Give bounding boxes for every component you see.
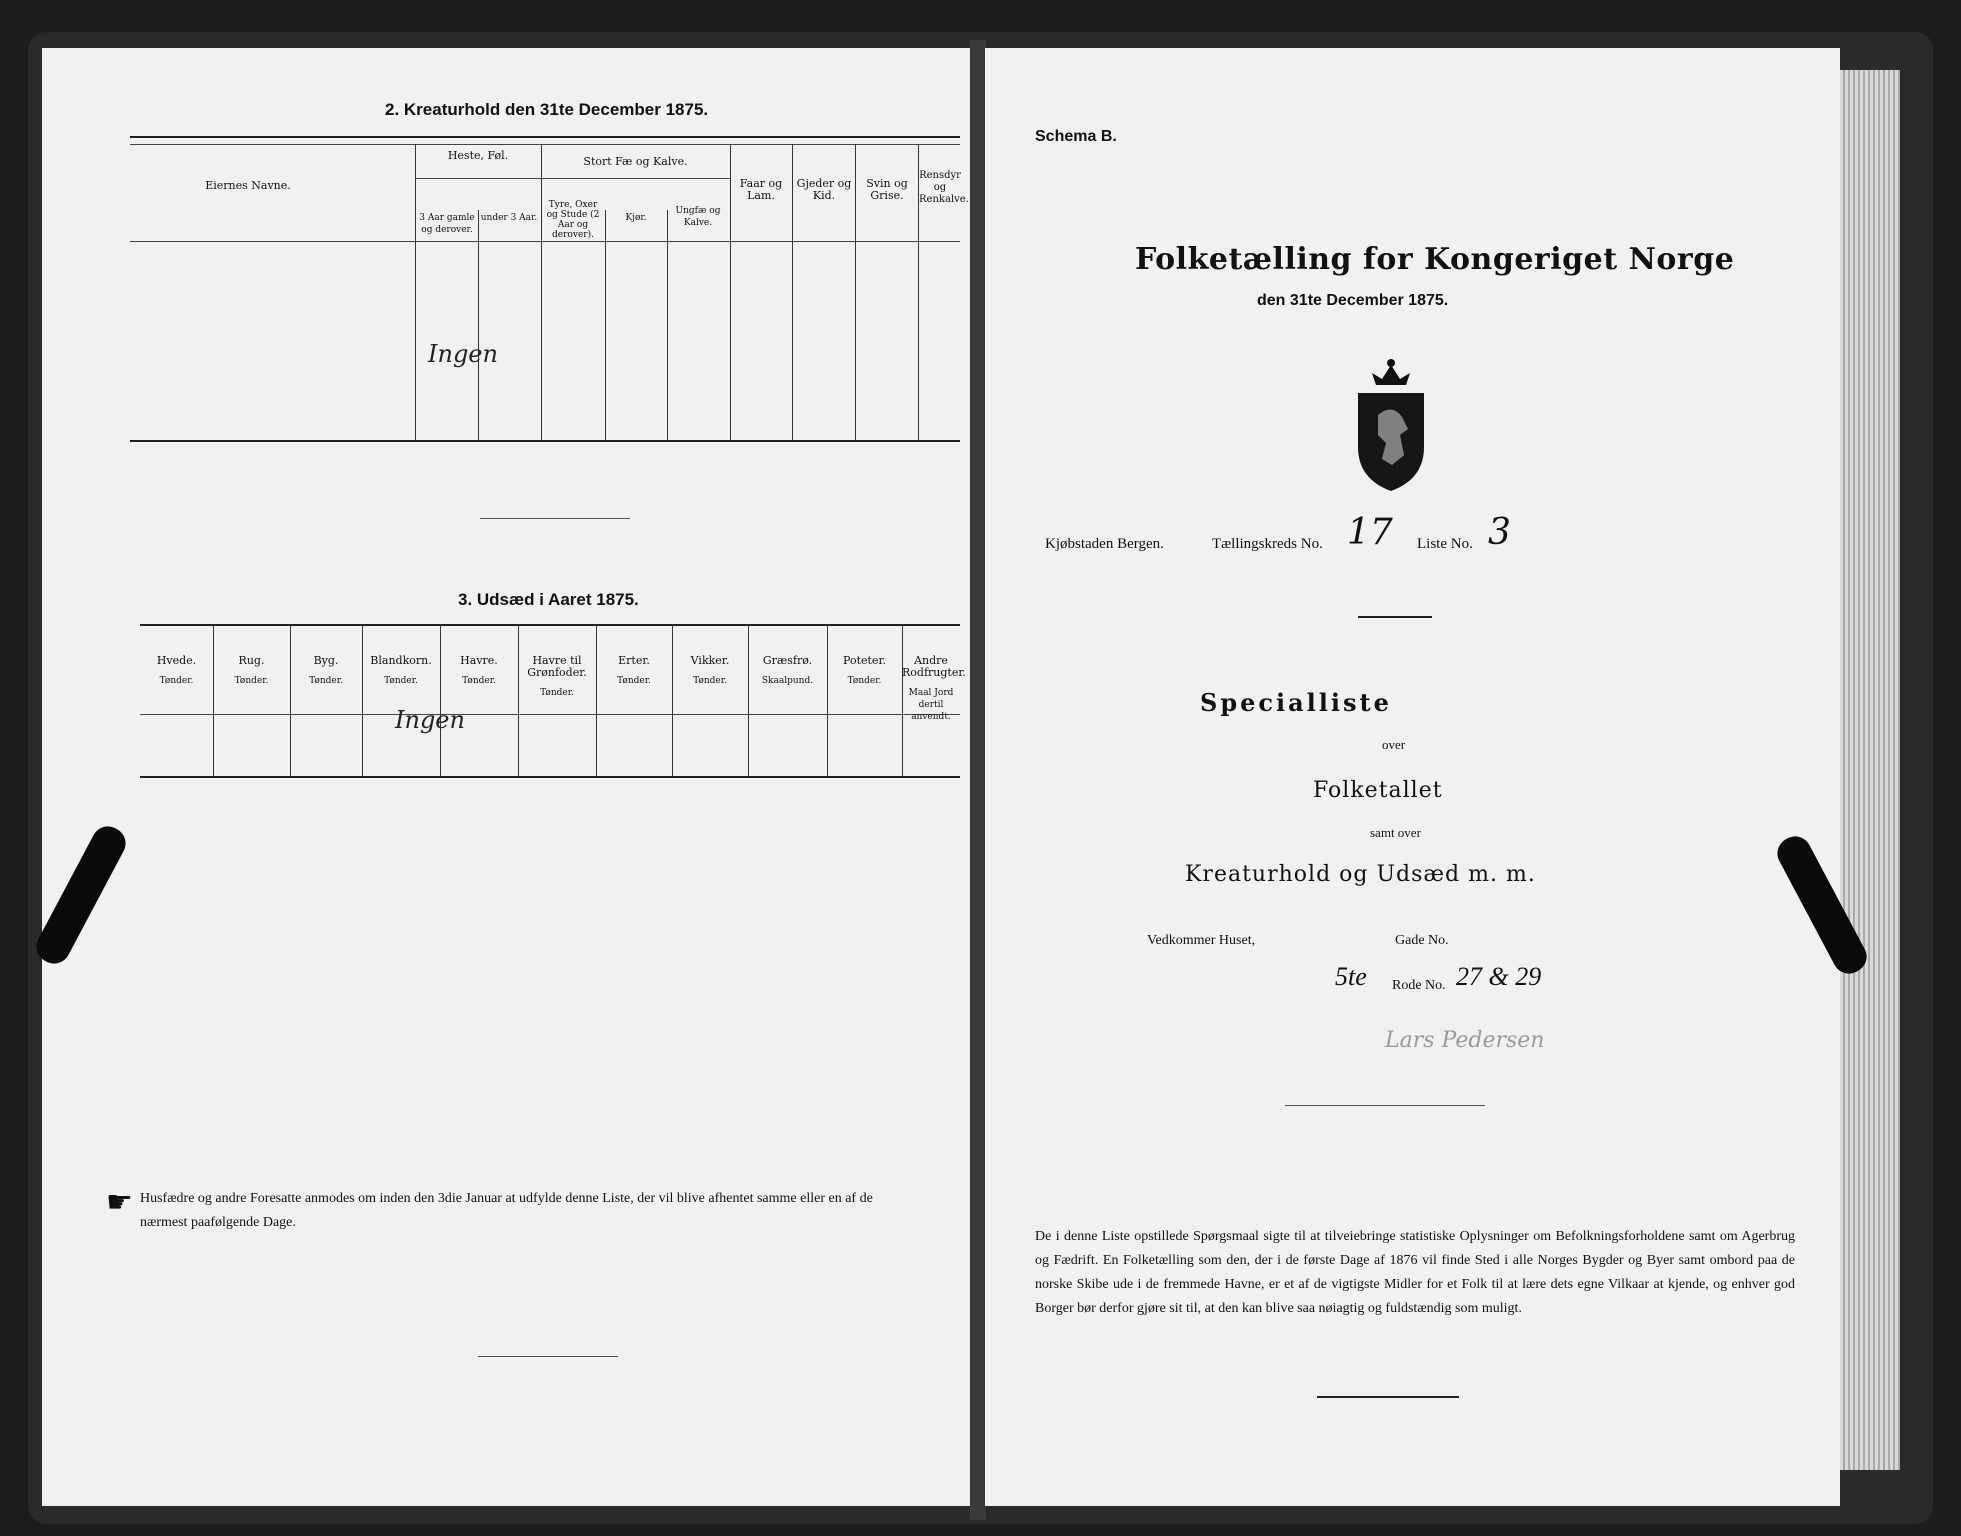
- udsaed-crop-unit: Maal Jord dertil anvendt.: [908, 688, 954, 722]
- header-rensdyr: Rensdyr og Renkalve.: [919, 170, 969, 205]
- table3-header-rule: [140, 714, 960, 715]
- udsaed-header-10: [902, 654, 966, 723]
- kreds-label: Tællingskreds No.: [1212, 536, 1323, 552]
- table3-col-line: [213, 624, 214, 776]
- udsaed-crop-name: Rug.: [238, 654, 265, 667]
- udsaed-crop-name: Erter.: [618, 654, 650, 667]
- udsaed-crop-unit: Tønder.: [384, 676, 418, 686]
- udsaed-crop-name: Hvede.: [156, 654, 197, 667]
- title-rule: [1358, 616, 1432, 618]
- norwegian-coat-of-arms-icon: [1348, 355, 1434, 495]
- header-stort-a: Tyre, Oxer og Stude (2 Aar og derover).: [546, 200, 600, 240]
- udsaed-header-8: [748, 655, 827, 687]
- header-faar: Faar og Lam.: [739, 177, 783, 202]
- udsaed-header-4: [440, 655, 518, 687]
- book-gutter: [970, 40, 986, 1520]
- udsaed-crop-unit: Tønder.: [309, 676, 343, 686]
- liste-value: 3: [1488, 512, 1511, 553]
- table2-bottom-rule: [130, 440, 960, 442]
- udsaed-crop-unit: Skaalpund.: [761, 676, 814, 686]
- table2-col-line: [541, 144, 542, 440]
- header-heste-a: 3 Aar gamle og derover.: [419, 213, 475, 235]
- udsaed-crop-unit: Tønder.: [234, 676, 269, 686]
- schema-label: Schema B.: [1035, 128, 1117, 145]
- udsaed-crop-unit: Tønder.: [159, 676, 194, 686]
- udsaed-crop-name: Andre Rodfrugter.: [902, 654, 966, 679]
- table3-col-line: [672, 624, 673, 776]
- vedkommer-label: Vedkommer Huset,: [1147, 933, 1256, 948]
- udsaed-crop-name: Havre til Grønfoder.: [527, 654, 587, 679]
- udsaed-crop-name: Byg.: [313, 654, 339, 667]
- folketallet-heading: Folketallet: [1313, 778, 1443, 803]
- udsaed-header-9: [827, 655, 902, 687]
- table2-top-rule: [130, 136, 960, 138]
- table2-header-rule: [130, 241, 960, 242]
- udsaed-crop-name: Græsfrø.: [762, 654, 813, 667]
- udsaed-crop-name: Poteter.: [843, 654, 886, 667]
- table2-top-rule-2: [130, 144, 960, 145]
- specialliste-heading: Specialliste: [1200, 688, 1392, 717]
- over-text: over: [1382, 737, 1406, 752]
- page-subtitle: den 31te December 1875.: [1257, 292, 1449, 309]
- udsaed-crop-unit: Tønder.: [462, 676, 496, 686]
- table2-sub-rule: [541, 178, 730, 179]
- header-owner: Eiernes Navne.: [205, 179, 291, 192]
- udsaed-crop-name: Blandkorn.: [370, 654, 432, 667]
- table2-sub-rule: [415, 178, 541, 179]
- rode-label: Rode No.: [1392, 978, 1446, 993]
- kjobstad-label: Kjøbstaden Bergen.: [1045, 536, 1164, 552]
- table2-col-line: [478, 210, 479, 440]
- table3-bottom-rule: [140, 776, 960, 778]
- udsaed-header-5: [518, 655, 596, 699]
- page-title: Folketælling for Kongeriget Norge: [1135, 242, 1735, 277]
- udsaed-crop-unit: Tønder.: [693, 676, 727, 686]
- header-stort-c: Ungfæ og Kalve.: [675, 206, 721, 228]
- section3-entry: Ingen: [395, 706, 465, 734]
- separator-rule: [480, 518, 630, 519]
- pointing-hand-icon: ☛: [106, 1185, 133, 1220]
- udsaed-crop-unit: Tønder.: [847, 676, 882, 686]
- rode-prefix: 5te: [1335, 962, 1367, 991]
- header-stort-b: Kjør.: [625, 213, 647, 223]
- table3-top-rule: [140, 624, 960, 626]
- udsaed-header-1: [213, 655, 290, 687]
- page-edges: [1840, 70, 1900, 1470]
- table2-col-line: [667, 210, 668, 440]
- section2-title: 2. Kreaturhold den 31te December 1875.: [385, 100, 709, 119]
- liste-label: Liste No.: [1417, 536, 1473, 552]
- samt-over-text: samt over: [1370, 825, 1421, 840]
- kreaturhold-heading: Kreaturhold og Udsæd m. m.: [1185, 862, 1536, 887]
- section2-entry: Ingen: [428, 340, 498, 368]
- header-stort: Stort Fæ og Kalve.: [583, 155, 688, 168]
- end-rule: [1317, 1396, 1459, 1398]
- section3-title: 3. Udsæd i Aaret 1875.: [458, 590, 639, 609]
- table3-col-line: [518, 624, 519, 776]
- rode-value: 27 & 29: [1456, 962, 1542, 991]
- table3-col-line: [596, 624, 597, 776]
- table3-col-line: [748, 624, 749, 776]
- table2-col-line: [605, 210, 606, 440]
- kreds-value: 17: [1347, 512, 1393, 553]
- header-heste: Heste, Føl.: [447, 149, 509, 162]
- table2-col-line: [415, 144, 416, 440]
- signature: Lars Pedersen: [1385, 1028, 1545, 1053]
- explanatory-paragraph: De i denne Liste opstillede Spørgsmaal sigte til at tilveiebringe statistiske Oplysninger om Befolkningsforholdene samt om Agerbrug og Fædrift. En Folketælling som den, der i de første Dage af 1876 vil finde Sted i alle Norges Bygder og Byer samt ombord paa de norske Skibe ude i de fremmede Havne, er et af de vigtigste Midler for et Folk til at lære dets egne Vilkaar at kjende, og enhver god Borger bør derfor gjøre sit til, at den kan blive saa nøiagtig og fuldstændig som muligt.: [1035, 1229, 1795, 1316]
- udsaed-crop-unit: Tønder.: [617, 676, 651, 686]
- signature-rule: [1285, 1105, 1485, 1106]
- bottom-rule: [478, 1356, 618, 1357]
- header-heste-b: under 3 Aar.: [480, 213, 538, 223]
- table3-col-line: [362, 624, 363, 776]
- table3-col-line: [290, 624, 291, 776]
- table3-col-line: [827, 624, 828, 776]
- notice-text: Husfædre og andre Foresatte anmodes om inden den 3die Januar at udfylde denne Liste, der vil blive afhentet samme eller en af de nærmest paafølgende Dage.: [140, 1191, 873, 1230]
- udsaed-crop-name: Havre.: [460, 654, 498, 667]
- header-gjeder: Gjeder og Kid.: [796, 177, 852, 202]
- udsaed-crop-name: Vikker.: [690, 654, 730, 667]
- udsaed-header-3: [362, 655, 440, 687]
- udsaed-header-0: [140, 655, 213, 687]
- udsaed-header-6: [596, 655, 672, 687]
- udsaed-header-2: [290, 655, 362, 687]
- table3-col-line: [440, 624, 441, 776]
- gade-label: Gade No.: [1395, 933, 1449, 948]
- udsaed-header-7: [672, 655, 748, 687]
- udsaed-crop-unit: Tønder.: [540, 688, 574, 698]
- header-svin: Svin og Grise.: [866, 177, 908, 202]
